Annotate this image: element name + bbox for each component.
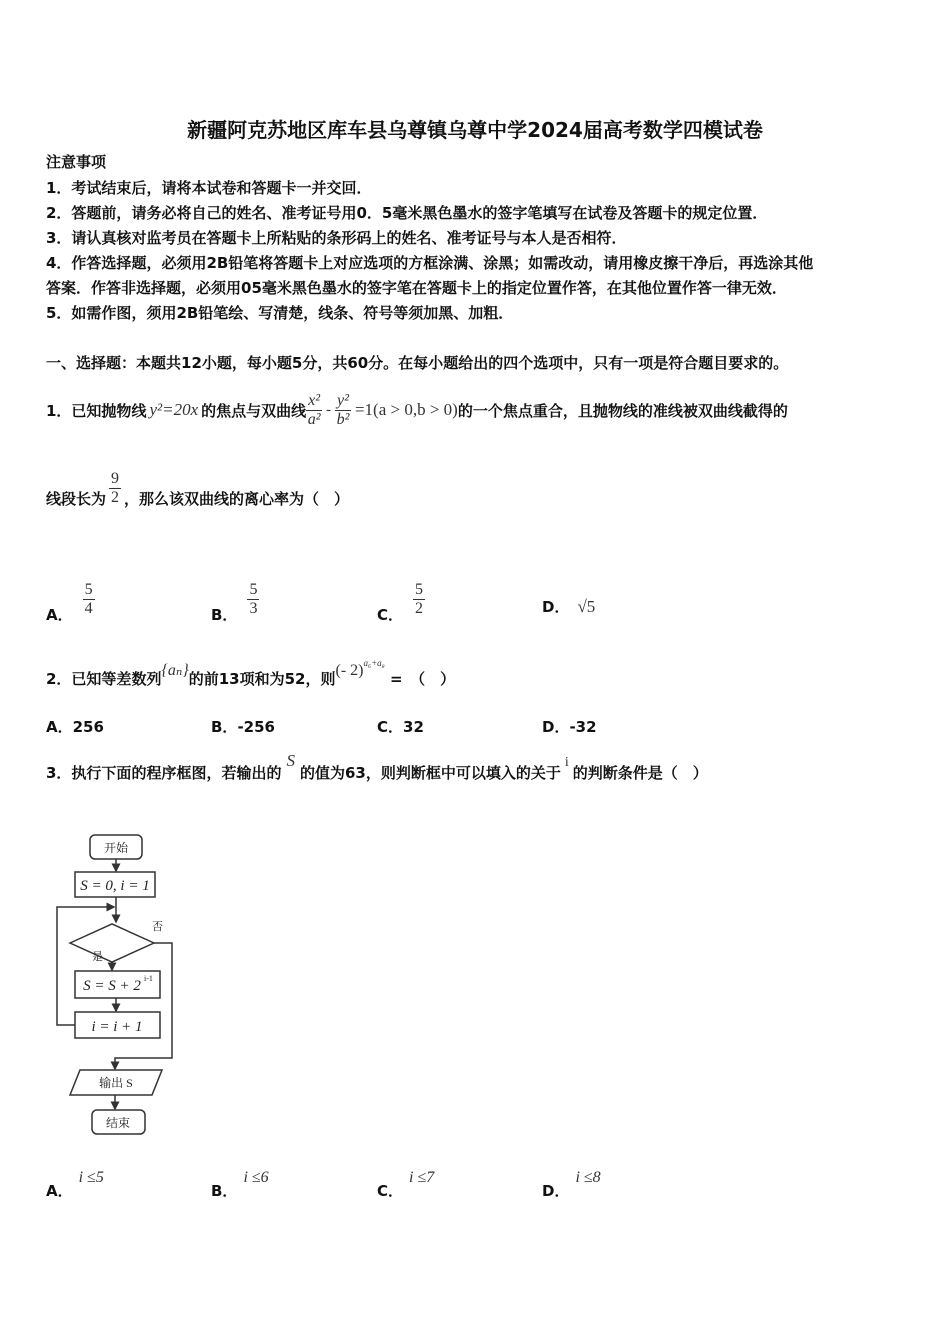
- loop-line: [57, 907, 114, 1025]
- q1-text: ，那么该双曲线的离心率为（ ）: [124, 490, 350, 508]
- svg-text:开始: 开始: [103, 841, 129, 855]
- variable-s: S: [286, 751, 295, 770]
- q2-option-d[interactable]: D．-32: [542, 718, 597, 736]
- q1-text: 线段长为: [46, 490, 107, 508]
- note-item: 答案．作答非选择题，必须用05毫米黑色墨水的签字笔在答题卡上的指定位置作答，在其他位置作答一律无效．: [46, 279, 787, 297]
- q3-option-c[interactable]: C．i ≤7: [377, 1169, 435, 1200]
- hyperbola-fraction-y: $\frac{\text{y²}}{\text{b²}}$: [336, 391, 350, 428]
- q1-text: 的焦点与双曲线: [201, 401, 307, 420]
- q1-text: 1．已知抛物线: [46, 401, 147, 420]
- question-1: 1．已知抛物线 y²=20x 的焦点与双曲线 $\frac{\text{x²}}{\text{a²}}$ - $\frac{\text{y²}}{\text{b²}}$ =1(a > 0,b > 0) 的一个焦点重合，且抛物线的准线被双曲线截得的: [46, 391, 788, 428]
- q2-option-a[interactable]: A．256: [46, 718, 104, 736]
- note-item: 1．考试结束后，请将本试卷和答题卡一并交回．: [46, 179, 372, 197]
- q1-option-b[interactable]: B． $\frac{5}{3}$: [211, 581, 258, 624]
- note-item: 3．请认真核对监考员在答题卡上所粘贴的条形码上的姓名、准考证号与本人是否相符．: [46, 229, 627, 247]
- q1-text: 的一个焦点重合，且抛物线的准线被双曲线截得的: [457, 401, 788, 420]
- svg-text:S = 0, i = 1: S = 0, i = 1: [80, 878, 150, 894]
- note-item: 5．如需作图，须用2B铅笔绘、写清楚，线条、符号等须加黑、加粗．: [46, 304, 514, 322]
- fraction-9-2: $\frac{9}{2}$: [111, 470, 120, 506]
- question-2: 2．已知等差数列{aₙ}的前13项和为52，则(- 2)$^{a_6+a_8}$ = （ ）: [46, 658, 456, 688]
- section-heading: 一、选择题：本题共12小题，每小题5分，共60分。在每小题给出的四个选项中，只有一项是符合题目要求的。: [46, 354, 789, 372]
- q2-option-c[interactable]: C．32: [377, 718, 424, 736]
- power-exponent: a₆+a₈: [363, 658, 385, 668]
- svg-text:否: 否: [152, 921, 163, 933]
- svg-text:结束: 结束: [105, 1116, 131, 1130]
- q3-option-d[interactable]: D．i ≤8: [542, 1169, 601, 1200]
- notes-heading: 注意事项: [46, 153, 107, 171]
- no-branch-line: [115, 943, 172, 1069]
- q3-option-a[interactable]: A．i ≤5: [46, 1169, 104, 1200]
- svg-text:输出 S: 输出 S: [99, 1076, 133, 1090]
- decision-node: [70, 924, 154, 962]
- svg-text:i-1: i-1: [144, 974, 153, 983]
- q1-option-d[interactable]: D． √5: [542, 597, 596, 616]
- sequence: {aₙ}: [161, 662, 189, 679]
- q1-option-c[interactable]: C． $\frac{5}{2}$: [377, 581, 424, 624]
- svg-text:是: 是: [92, 951, 103, 963]
- note-item: 4．作答选择题，必须用2B铅笔将答题卡上对应选项的方框涂满、涂黑；如需改动，请用橡皮擦干净后，再选涂其他: [46, 254, 814, 272]
- svg-text:i = i + 1: i = i + 1: [91, 1019, 143, 1035]
- power-base: (- 2): [335, 662, 364, 679]
- q1-option-a[interactable]: A． $\frac{5}{4}$: [46, 581, 93, 624]
- q3-option-b[interactable]: B．i ≤6: [211, 1169, 269, 1200]
- note-item: 2．答题前，请务必将自己的姓名、准考证号用0．5毫米黑色墨水的签字笔填写在试卷及答题卡的规定位置．: [46, 204, 768, 222]
- question-3: 3．执行下面的程序框图，若输出的S的值为63，则判断框中可以填入的关于i的判断条件是（ ）: [46, 751, 708, 782]
- parabola-equation: y²=20x: [149, 400, 199, 419]
- hyperbola-condition: =1(a > 0,b > 0): [354, 400, 458, 419]
- page-title: 新疆阿克苏地区库车县乌尊镇乌尊中学2024届高考数学四模试卷: [187, 118, 763, 142]
- svg-text:S = S + 2: S = S + 2: [83, 978, 141, 994]
- variable-i: i: [564, 755, 569, 770]
- q2-option-b[interactable]: B．-256: [211, 718, 275, 736]
- hyperbola-fraction-x: $\frac{\text{x²}}{\text{a²}}$: [307, 391, 321, 428]
